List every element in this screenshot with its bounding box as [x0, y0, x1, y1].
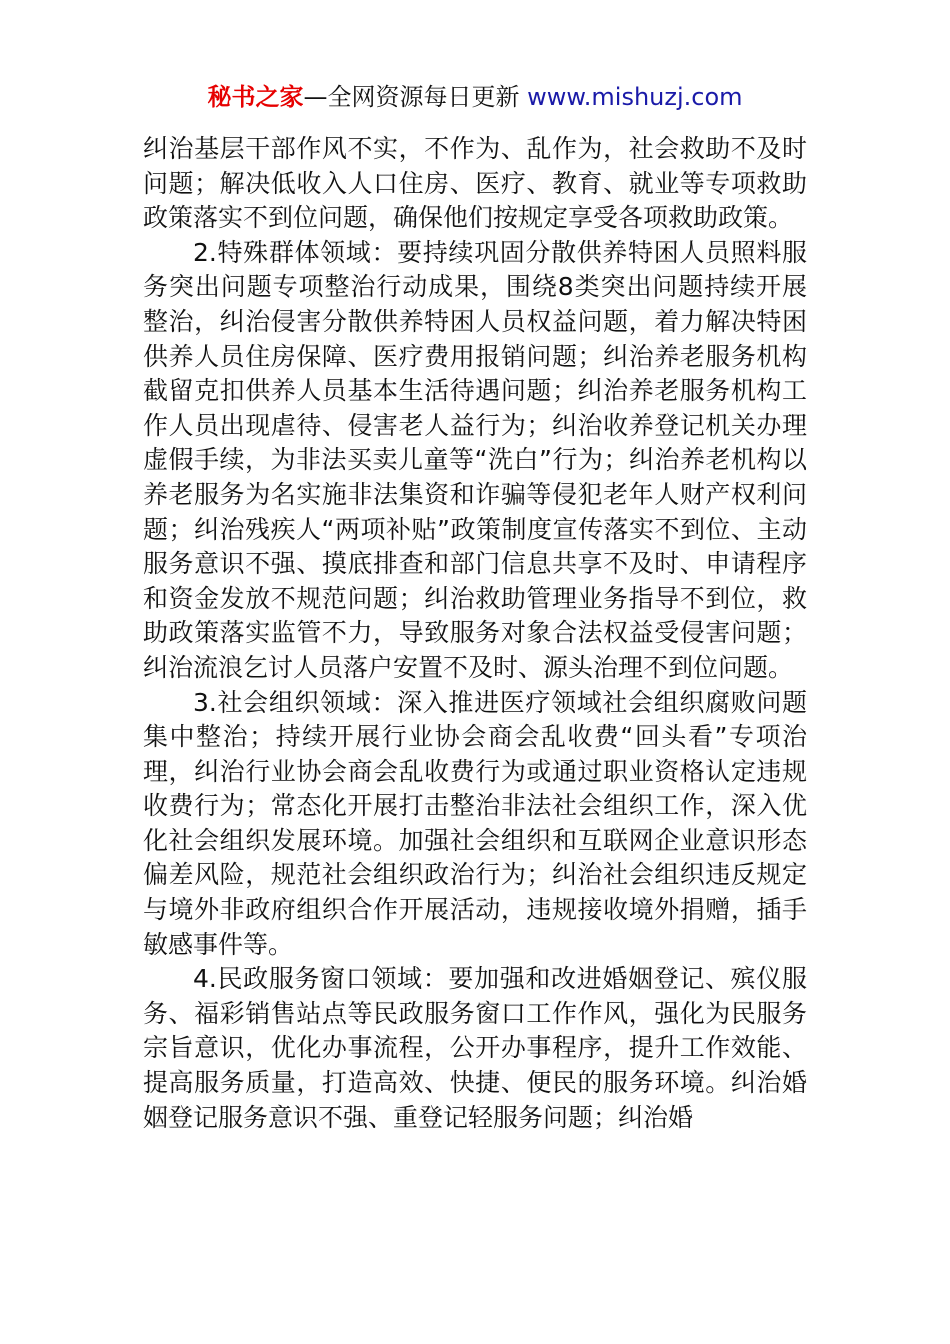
paragraph-civil-service-windows: 4.民政服务窗口领域：要加强和改进婚姻登记、殡仪服务、福彩销售站点等民政服务窗口工作作风，强化为民服务宗旨意识，优化办事流程，公开办事程序，提升工作效能、提高服务质量，打造高效、快捷、便民的服务环境。纠治婚姻登记服务意识不强、重登记轻服务问题；纠治婚	[143, 964, 807, 1132]
paragraph-special-groups: 2.特殊群体领域：要持续巩固分散供养特困人员照料服务突出问题专项整治行动成果，围绕8类突出问题持续开展整治，纠治侵害分散供养特困人员权益问题，着力解决特困供养人员住房保障、医疗费用报销问题；纠治养老服务机构截留克扣供养人员基本生活待遇问题；纠治养老服务机构工作人员出现虐待、侵害老人益行为；纠治收养登记机关办理虚假手续，为非法买卖儿童等“洗白”行为；纠治养老机构以养老服务为名实施非法集资和诈骗等侵犯老年人财产权利问题；纠治残疾人“两项补贴”政策制度宣传落实不到位、主动服务意识不强、摸底排查和部门信息共享不及时、申请程序和资金发放不规范问题；纠治救助管理业务指导不到位，救助政策落实监管不力，导致服务对象合法权益受侵害问题；纠治流浪乞讨人员落户安置不及时、源头治理不到位问题。	[143, 237, 807, 682]
header-tagline: —全网资源每日更新	[303, 83, 528, 111]
page-header	[0, 80, 950, 114]
paragraph-continuation: 纠治基层干部作风不实，不作为、乱作为，社会救助不及时问题；解决低收入人口住房、医疗、教育、就业等专项救助政策落实不到位问题，确保他们按规定享受各项救助政策。	[143, 134, 807, 233]
document-body	[143, 132, 807, 1135]
site-url[interactable]: www.mishuzj.com	[527, 83, 743, 111]
paragraph-social-organizations: 3.社会组织领域：深入推进医疗领域社会组织腐败问题集中整治；持续开展行业协会商会乱收费“回头看”专项治理，纠治行业协会商会乱收费行为或通过职业资格认定违规收费行为；常态化开展打击整治非法社会组织工作，深入优化社会组织发展环境。加强社会组织和互联网企业意识形态偏差风险，规范社会组织政治行为；纠治社会组织违反规定与境外非政府组织合作开展活动，违规接收境外捐赠，插手敏感事件等。	[143, 687, 807, 959]
brand-name: 秘书之家	[207, 83, 304, 111]
